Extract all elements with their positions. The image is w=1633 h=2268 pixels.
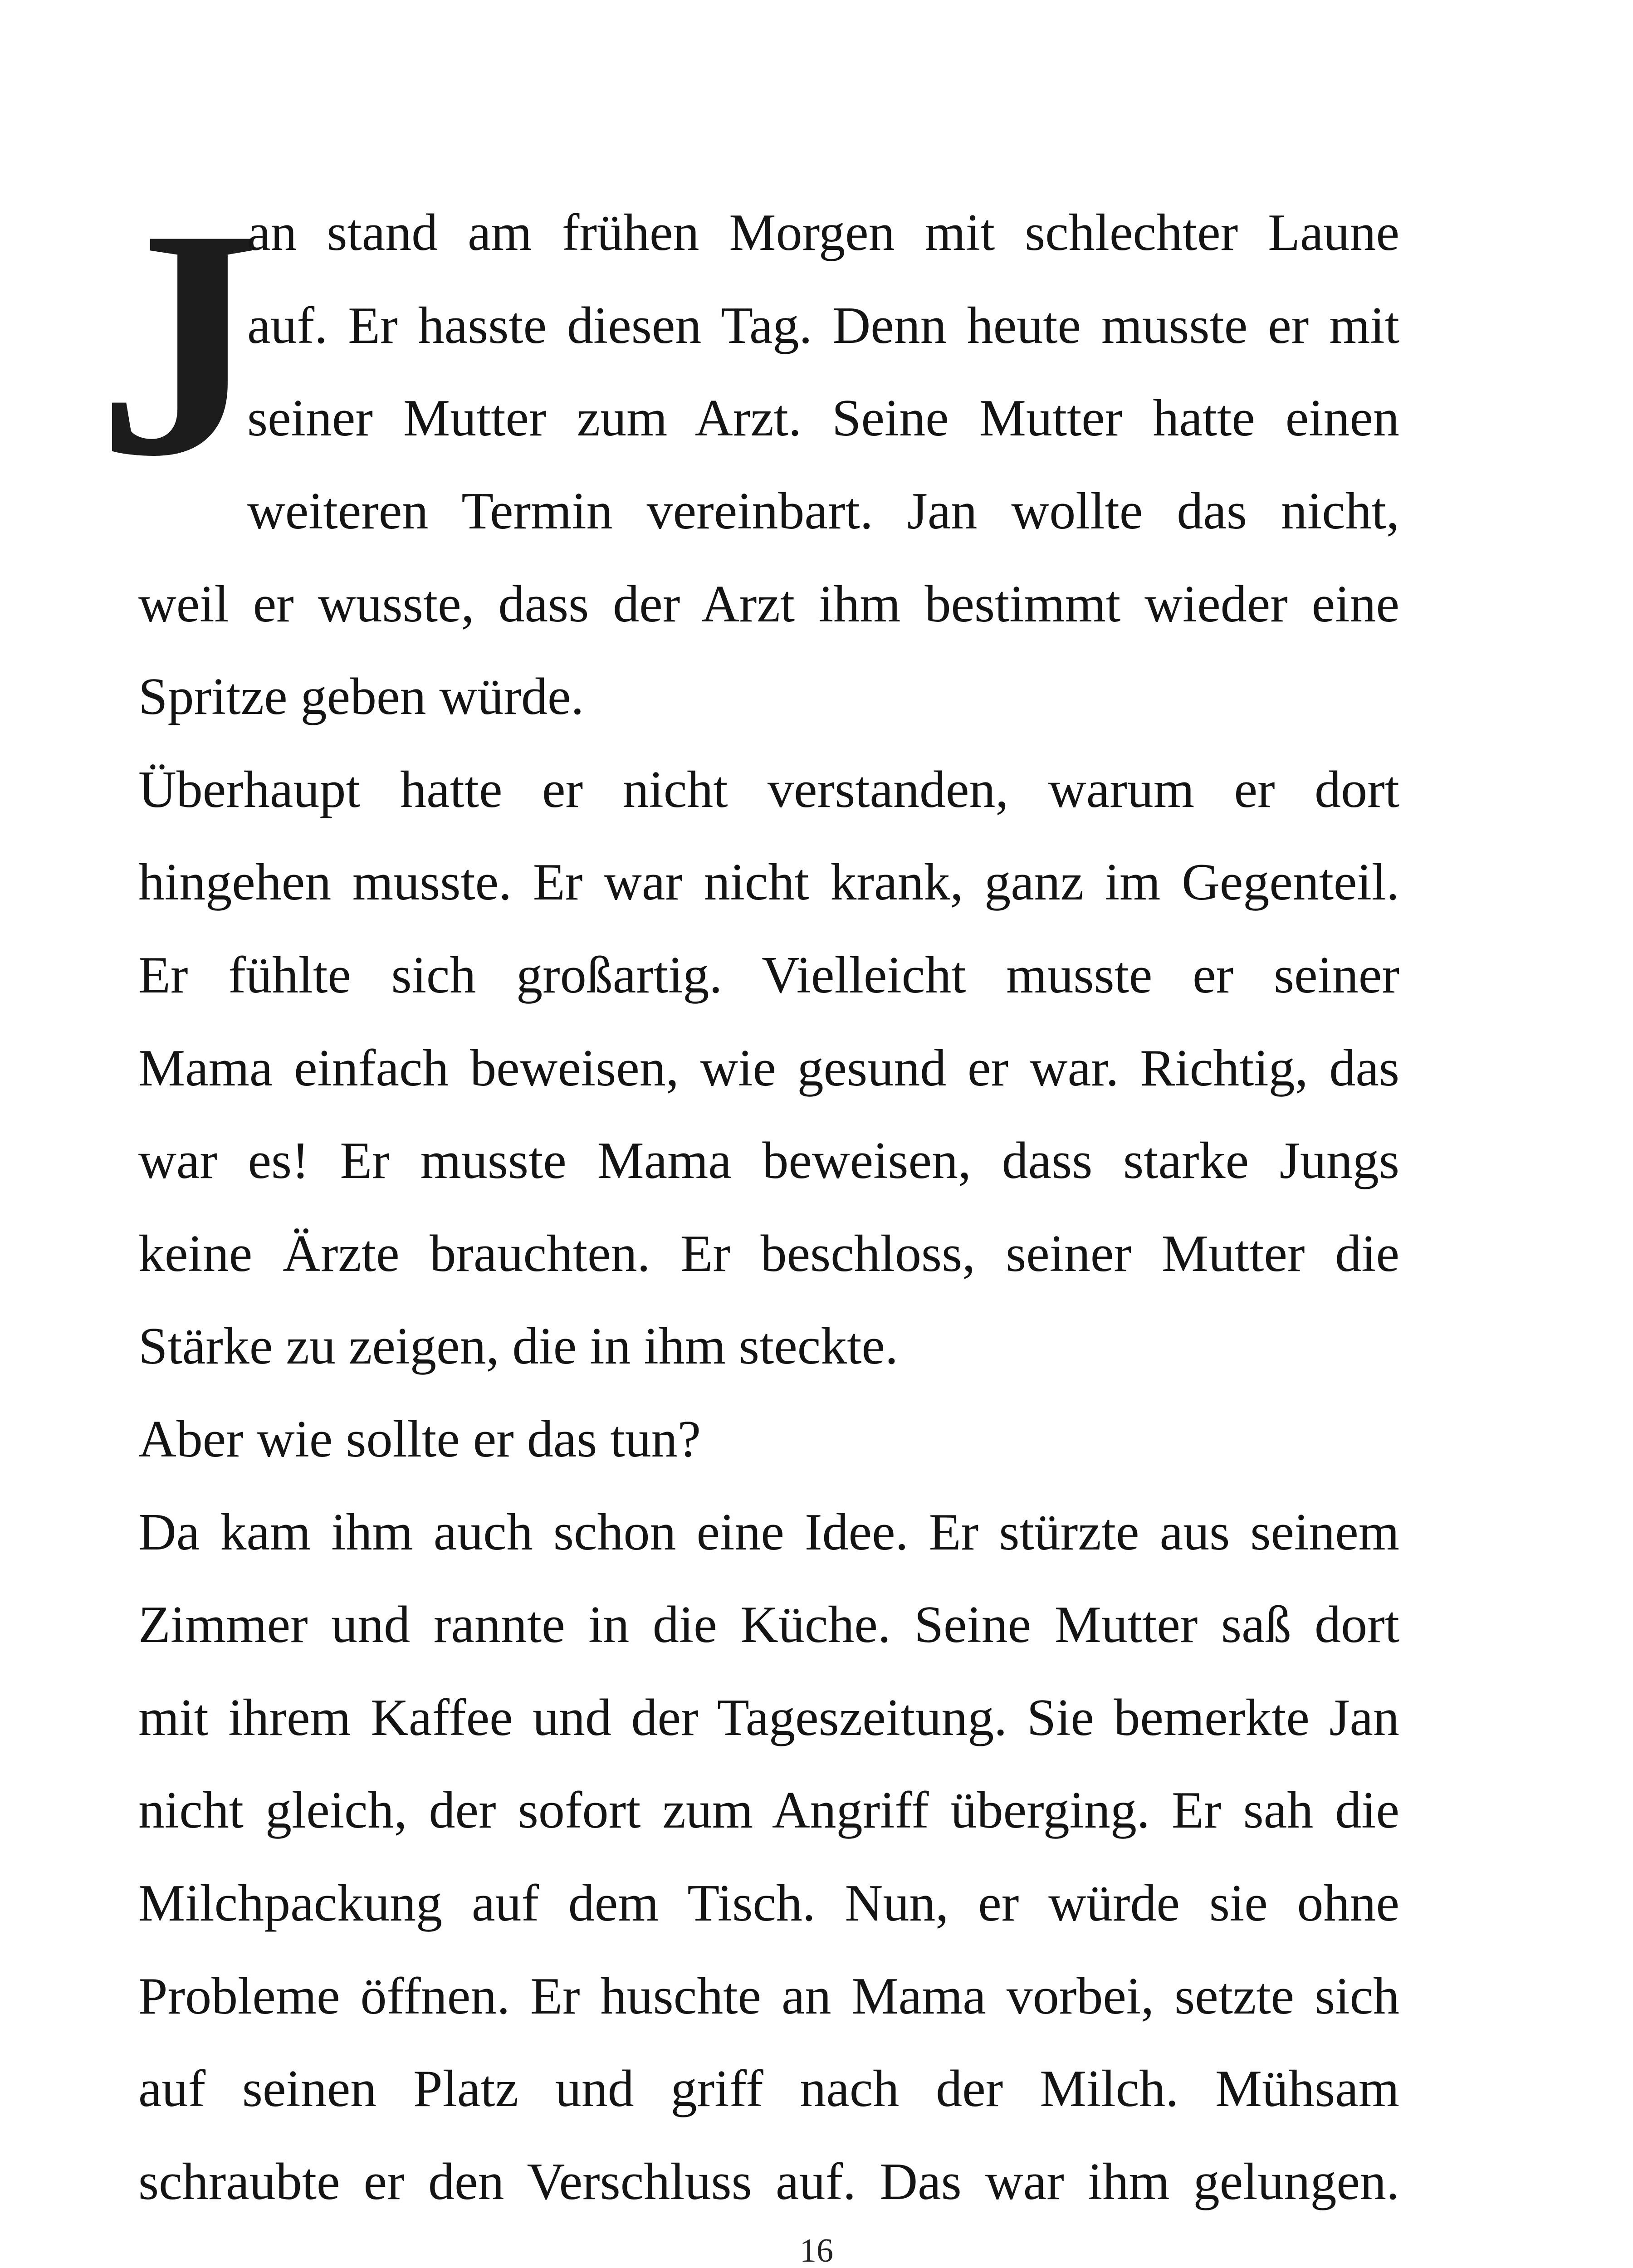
text-line-22: schraubte er den Verschluss auf. Das war ihm gelungen. xyxy=(138,2153,1399,2211)
text-line-1: an stand am frühen Morgen mit schlechter Laune xyxy=(247,204,1399,262)
text-line-18: nicht gleich, der sofort zum Angriff überging. Er sah die xyxy=(138,1781,1399,1839)
text-line-8: hingehen musste. Er war nicht krank, ganz im Gegenteil. xyxy=(138,853,1399,911)
text-line-17: mit ihrem Kaffee und der Tageszeitung. Sie bemerkte Jan xyxy=(138,1689,1399,1747)
text-line-20: Probleme öffnen. Er huschte an Mama vorbei, setzte sich xyxy=(138,1967,1399,2025)
text-line-2: auf. Er hasste diesen Tag. Denn heute musste er mit xyxy=(247,297,1399,355)
text-line-21: auf seinen Platz und griff nach der Milch. Mühsam xyxy=(138,2060,1399,2118)
text-line-5: weil er wusste, dass der Arzt ihm bestimmt wieder eine xyxy=(138,575,1399,633)
text-line-11: war es! Er musste Mama beweisen, dass starke Jungs xyxy=(138,1132,1399,1190)
text-line-9: Er fühlte sich großartig. Vielleicht musste er seiner xyxy=(138,946,1399,1004)
text-line-10: Mama einfach beweisen, wie gesund er war. Richtig, das xyxy=(138,1039,1399,1097)
text-line-19: Milchpackung auf dem Tisch. Nun, er würde sie ohne xyxy=(138,1874,1399,1932)
drop-cap-initial: J xyxy=(98,161,261,523)
text-line-7: Überhaupt hatte er nicht verstanden, warum er dort xyxy=(138,761,1399,819)
page-number: 16 xyxy=(800,2232,833,2268)
text-line-16: Zimmer und rannte in die Küche. Seine Mutter saß dort xyxy=(138,1596,1399,1654)
text-line-12: keine Ärzte brauchten. Er beschloss, seiner Mutter die xyxy=(138,1225,1399,1283)
text-line-13: Stärke zu zeigen, die in ihm steckte. xyxy=(138,1317,898,1375)
text-line-14: Aber wie sollte er das tun? xyxy=(138,1410,701,1468)
text-line-15: Da kam ihm auch schon eine Idee. Er stürzte aus seinem xyxy=(138,1503,1399,1561)
text-line-3: seiner Mutter zum Arzt. Seine Mutter hatte einen xyxy=(247,389,1399,447)
text-line-6: Spritze geben würde. xyxy=(138,668,584,726)
text-line-4: weiteren Termin vereinbart. Jan wollte das nicht, xyxy=(247,482,1399,540)
